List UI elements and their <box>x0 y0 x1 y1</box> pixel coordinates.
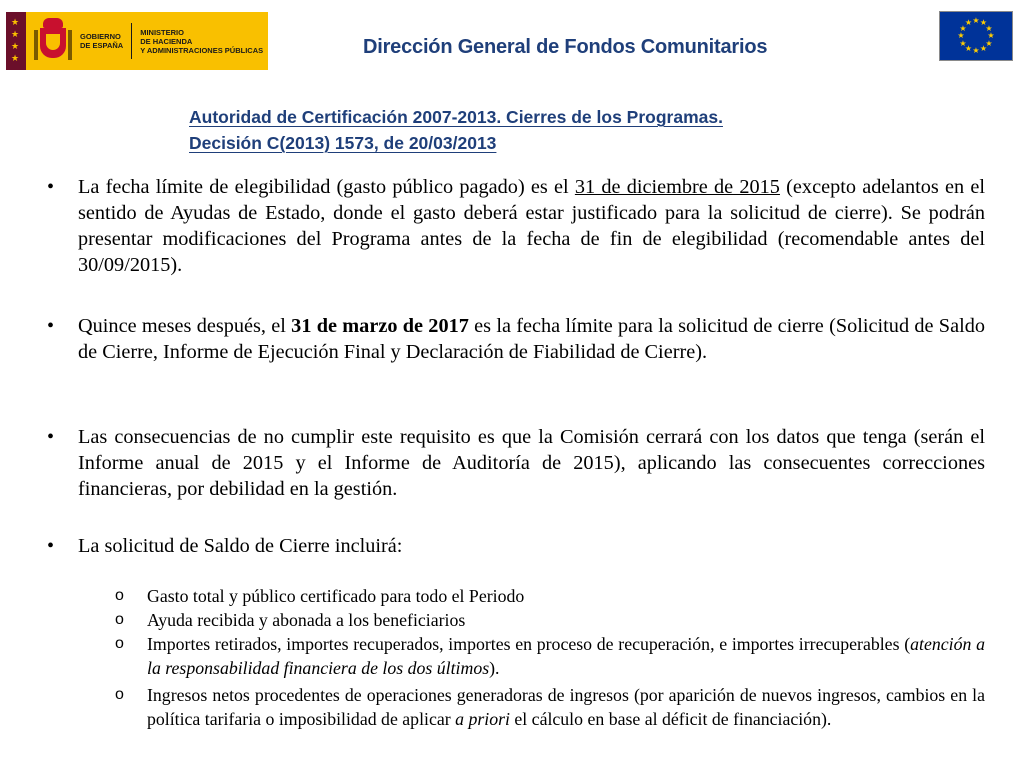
bullet-icon: • <box>47 426 55 448</box>
eu-star-icon: ★ <box>987 31 995 40</box>
sub-item-net-revenue <box>115 683 985 731</box>
eu-star-icon: ★ <box>985 23 993 33</box>
sub-bullet-icon: o <box>115 635 124 652</box>
bullet-text: es la fecha límite para la solicitud de cierre (Solicitud de Saldo de Cierre, Informe de Ejecución Final y Declaración de Fiabilidad de Cierre). <box>78 315 985 363</box>
eu-star-icon: ★ <box>979 43 988 53</box>
logo-divider <box>131 23 132 59</box>
eu-star-icon: ★ <box>959 23 967 33</box>
bullet-text: Las consecuencias de no cumplir este requisito es que la Comisión cerrará con los datos que tenga (serán el Informe anual de 2015 y el Informe de Auditoría de 2015), aplicando las consecuentes correcciones financieras, por debilidad en la gestión. <box>78 426 985 500</box>
slide-title-line1: Autoridad de Certificación 2007-2013. Cierres de los Programas. <box>189 107 723 127</box>
sub-bullet-icon: o <box>115 686 124 703</box>
bullet-icon: • <box>47 176 55 198</box>
sub-item-text: Importes retirados, importes recuperados, importes en proceso de recuperación, e importes irrecuperables ( <box>147 634 911 654</box>
eu-stars-stripe: ★ ★ ★ ★ <box>6 12 26 70</box>
eu-star-icon: ★ <box>964 43 973 53</box>
ministry-label: MINISTERIO DE HACIENDA Y ADMINISTRACIONES PÚBLICAS <box>140 27 264 55</box>
deadline-date: 31 de diciembre de 2015 <box>574 176 780 198</box>
bullet-text: La fecha límite de elegibilidad (gasto público pagado) es el <box>78 176 575 198</box>
bullet-icon: • <box>47 535 55 557</box>
gobierno-label: GOBIERNO DE ESPAÑA <box>80 32 124 50</box>
bullet-closure-balance <box>47 533 985 559</box>
bullet-closure-request-deadline <box>47 313 985 365</box>
sub-item-total-expenditure <box>115 584 985 608</box>
sub-item-text: el cálculo en base al déficit de financiación). <box>509 709 832 729</box>
sub-item-text: ). <box>489 658 500 678</box>
sub-item-text: Gasto total y público certificado para todo el Periodo <box>147 586 525 606</box>
financial-responsibility-note: atención a la responsabilidad financiera de los dos últimos <box>147 634 985 678</box>
sub-bullet-icon: o <box>115 611 124 628</box>
a-priori-term: a priori <box>455 709 510 729</box>
bullet-icon: • <box>47 315 55 337</box>
bullet-consequences <box>47 424 985 502</box>
eu-star-icon: ★ <box>959 38 967 48</box>
eu-star-icon: ★ <box>985 38 993 48</box>
slide-title-line2: Decisión C(2013) 1573, de 20/03/2013 <box>189 133 497 153</box>
coat-of-arms-icon <box>34 18 72 64</box>
bullet-text: La solicitud de Saldo de Cierre incluirá: <box>78 535 403 557</box>
eu-star-icon: ★ <box>972 16 980 25</box>
sub-item-text: Ingresos netos procedentes de operaciones generadoras de ingresos (por aparición de nuevos ingresos, cambios en la política tarifaria o imposibilidad de aplicar <box>147 685 985 729</box>
sub-item-aid-received <box>115 608 985 632</box>
eu-star-icon: ★ <box>979 18 988 27</box>
eu-flag-icon <box>939 11 1013 61</box>
slide-title <box>189 104 723 156</box>
government-logo <box>6 12 268 70</box>
eu-star-icon: ★ <box>972 46 980 55</box>
closure-date: 31 de marzo de 2017 <box>291 315 469 337</box>
bullet-eligibility-deadline <box>47 174 985 278</box>
sub-bullet-icon: o <box>115 587 124 604</box>
eu-star-icon: ★ <box>964 18 973 27</box>
eu-star-icon: ★ <box>957 31 965 40</box>
sub-item-text: Ayuda recibida y abonada a los beneficiarios <box>147 610 466 630</box>
bullet-text: (excepto adelantos en el sentido de Ayudas de Estado, donde el gasto deberá estar justificado para la solicitud de cierre). Se podrán presentar modificaciones del Programa antes de la fecha de fin de elegibilidad (recomendable antes del 30/09/2015). <box>78 176 985 276</box>
sub-item-withdrawn-amounts <box>115 632 985 680</box>
bullet-text: Quince meses después, el <box>78 315 292 337</box>
department-title: Dirección General de Fondos Comunitarios <box>363 36 768 58</box>
